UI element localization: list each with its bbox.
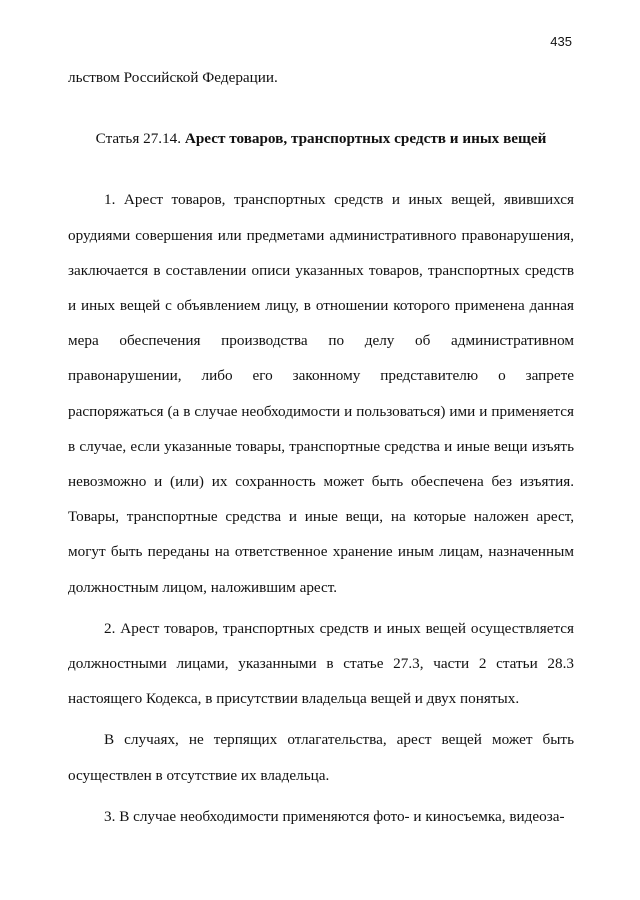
article-label: Статья 27.14. <box>95 130 182 148</box>
paragraph-1: 1. Арест товаров, транспортных средств и иных вещей, явившихся орудиями совершения или предметами административного правонарушения, заключается в составлении описи указанных товаров, транспортных средств и иных вещей с объявлением лицу, в отношении которого применена данная мера обеспечения производства по делу об административном правонарушении, либо его законному представителю о запрете распоряжаться (а в случае необходимости и пользоваться) ими и применяется в случае, если указанные товары, транспортные средства и иные вещи изъять невозможно и (или) их сохранность может быть обеспечена без изъятия. Товары, транспортные средства и иные вещи, на которые наложен арест, могут быть переданы на ответственное хранение иным лицам, назначенным должностным лицом, наложившим арест. <box>68 191 574 596</box>
paragraph-2: 2. Арест товаров, транспортных средств и иных вещей осуществляется должностными лицами, указанными в статье 27.3, части 2 статьи 28.3 настоящего Кодекса, в присутствии владельца вещей и двух понятых. <box>68 619 574 708</box>
article-title: Арест товаров, транспортных средств и иных вещей <box>184 130 547 148</box>
article-heading <box>68 121 574 156</box>
document-body <box>68 60 574 834</box>
paragraph-3: В случаях, не терпящих отлагательства, арест вещей может быть осуществлен в отсутствие их владельца. <box>68 731 574 784</box>
page-number: 435 <box>550 34 572 49</box>
continuation-text: льством Российской Федерации. <box>68 69 278 86</box>
paragraph-4: 3. В случае необходимости применяются фото- и киносъемка, видеоза- <box>104 807 565 825</box>
